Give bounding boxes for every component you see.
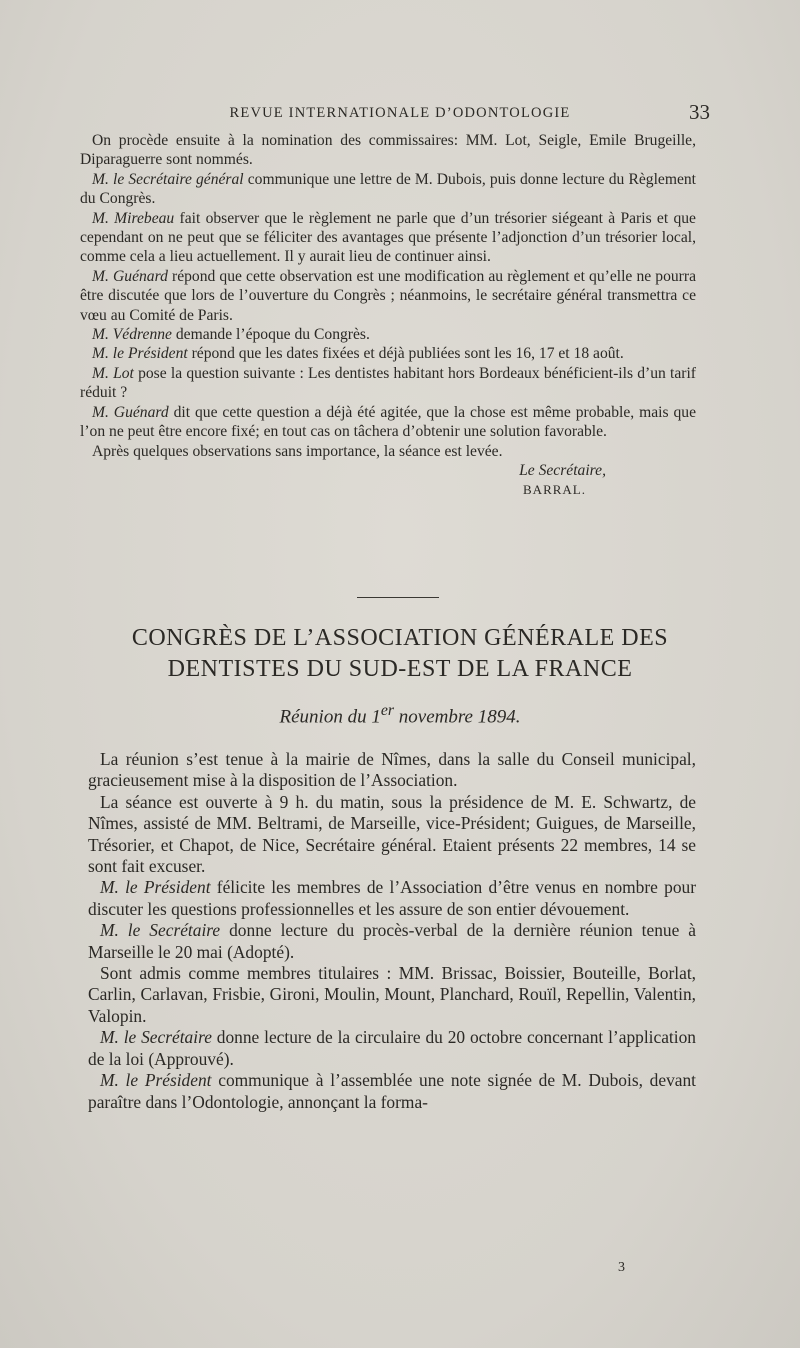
paragraph xyxy=(80,267,696,325)
paragraph-text: communique une lettre de M. Dubois, puis donne lecture du Règlement du Congrès. xyxy=(80,170,696,208)
running-title: REVUE INTERNATIONALE D’ODONTOLOGIE xyxy=(229,105,571,121)
speaker-name: M. Guénard xyxy=(92,267,168,285)
paragraph xyxy=(80,209,696,267)
signature-mark: 3 xyxy=(618,1260,625,1275)
paragraph-text: On procède ensuite à la nomination des commissaires: MM. Lot, Seigle, Emile Brugeille, Diparaguerre sont nommés. xyxy=(80,132,696,169)
meeting-date xyxy=(80,702,720,728)
speaker-name: M. le Président xyxy=(100,877,211,898)
section-title-line: CONGRÈS DE L’ASSOCIATION GÉNÉRALE DES xyxy=(131,625,669,651)
speaker-name: M. Mirebeau xyxy=(92,209,175,227)
paragraph xyxy=(88,877,696,920)
paragraph-text: félicite les membres de l’Association d’être venus en nombre pour discuter les questions professionnelles et les assure de son entier dévouement. xyxy=(88,877,697,919)
paragraph xyxy=(88,792,696,878)
meeting-date-prefix: Réunion du 1 xyxy=(279,706,381,728)
paragraph xyxy=(80,403,696,442)
paragraph-text: La réunion s’est tenue à la mairie de Nîmes, dans la salle du Conseil municipal, gracieusement mise à la disposition de l’Association. xyxy=(88,749,696,791)
paragraph-text: donne lecture du procès-verbal de la dernière réunion tenue à Marseille le 20 mai (Adopté). xyxy=(88,920,697,962)
section-title xyxy=(80,623,720,685)
meeting-date-suffix: novembre 1894. xyxy=(394,706,521,728)
running-head xyxy=(80,100,720,126)
page-number: 33 xyxy=(689,100,710,124)
paragraph-text: Après quelques observations sans importance, la séance est levée. xyxy=(92,442,503,460)
paragraph xyxy=(80,131,696,170)
paragraph xyxy=(80,442,696,461)
paragraph-text: pose la question suivante : Les dentistes habitant hors Bordeaux bénéficient-ils d’un tarif réduit ? xyxy=(80,364,696,402)
speaker-name: M. le Secrétaire xyxy=(100,1027,212,1048)
speaker-name: M. Lot xyxy=(92,364,134,382)
paragraph-text: La séance est ouverte à 9 h. du matin, sous la présidence de M. E. Schwartz, de Nîmes, assisté de MM. Beltrami, de Marseille, vice-Président; Guigues, de Marseille, Trésorier, et Chapot, de Nice, Secrétaire général. Etaient présents 22 membres, 14 se sont fait excuser. xyxy=(88,791,696,877)
speaker-name: M. Védrenne xyxy=(92,326,172,344)
paragraph-text: communique à l’assemblée une note signée de M. Dubois, devant paraître dans l’Odontologie, annonçant la forma- xyxy=(88,1070,697,1112)
signature-role: Le Secrétaire, xyxy=(519,461,606,479)
paragraph-text: répond que cette observation est une modification au règlement et qu’elle ne pourra être discutée que lors de l’ouverture du Congrès ; néanmoins, le secrétaire général transmettra ce vœu au Comité de Paris. xyxy=(80,267,696,324)
paragraph xyxy=(88,749,696,792)
speaker-name: M. Guénard xyxy=(92,403,169,421)
section-title-line: DENTISTES DU SUD-EST DE LA FRANCE xyxy=(167,656,633,682)
minutes-text xyxy=(80,131,696,500)
paragraph xyxy=(80,170,696,209)
speaker-name: M. le Président xyxy=(92,345,188,363)
paragraph-text: Sont admis comme membres titulaires : MM. Brissac, Boissier, Bouteille, Borlat, Carlin, Carlavan, Frisbie, Gironi, Moulin, Mount, Planchard, Rouïl, Repellin, Valentin, Valopin. xyxy=(88,963,696,1026)
paragraph xyxy=(80,344,696,363)
speaker-name: M. le Président xyxy=(100,1070,212,1091)
paragraph-text: fait observer que le règlement ne parle que d’un trésorier siégeant à Paris et que cependant on ne peut que se féliciter des avantages que présente l’adjonction d’un trésorier local, comme cela a lieu actuellement. Il y aurait lieu de continuer ainsi. xyxy=(80,209,696,266)
speaker-name: M. le Secrétaire général xyxy=(92,170,244,188)
paragraph xyxy=(88,920,696,963)
paragraph xyxy=(88,963,696,1027)
paragraph xyxy=(88,1070,696,1113)
paragraph-text: demande l’époque du Congrès. xyxy=(171,326,370,344)
paragraph xyxy=(80,325,696,344)
signature-name: BARRAL. xyxy=(523,482,586,498)
paragraph-text: répond que les dates fixées et déjà publiées sont les 16, 17 et 18 août. xyxy=(187,345,624,363)
paragraph-text: donne lecture de la circulaire du 20 octobre concernant l’application de la loi (Approuvé). xyxy=(88,1027,696,1069)
section-divider xyxy=(357,597,439,598)
report-text xyxy=(88,749,696,1113)
paragraph xyxy=(80,364,696,403)
paragraph xyxy=(88,1027,696,1070)
paragraph-text: dit que cette question a déjà été agitée, que la chose est même probable, mais que l’on ne peut être encore fixé; en tout cas on tâchera d’obtenir une solution favorable. xyxy=(80,403,696,441)
meeting-date-superscript: er xyxy=(380,702,395,719)
speaker-name: M. le Secrétaire xyxy=(100,920,221,941)
